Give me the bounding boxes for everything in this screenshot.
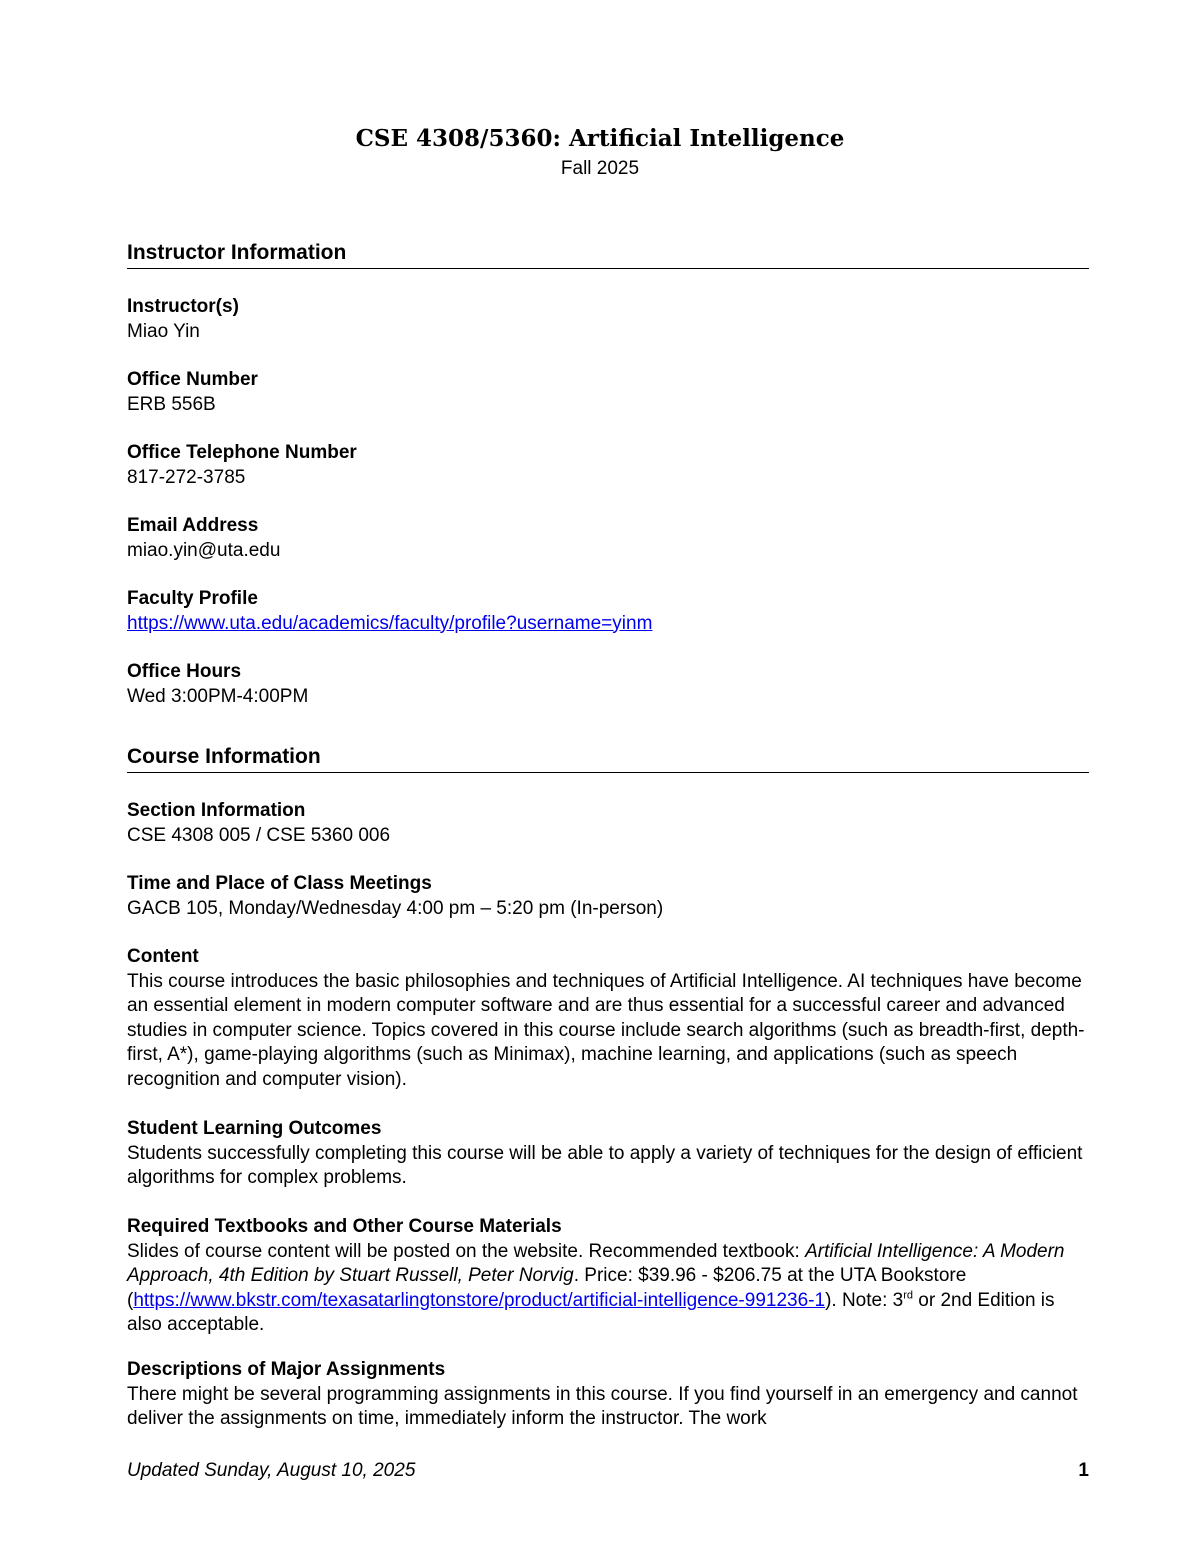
page-footer xyxy=(127,1459,1089,1483)
content-block xyxy=(127,945,1089,1092)
office-hours-label: Office Hours xyxy=(127,661,242,682)
major-assignments-text: There might be several programming assignments in this course. If you find yourself in an emergency and cannot deliver the assignments on time, immediately inform the instructor. The work xyxy=(127,1383,1078,1429)
class-meetings-block xyxy=(127,872,1089,921)
office-hours-block xyxy=(127,660,1089,709)
instructor-block xyxy=(127,295,1089,344)
office-phone-value: 817-272-3785 xyxy=(127,466,246,488)
course-term: Fall 2025 xyxy=(560,158,640,179)
updated-date: Updated Sunday, August 10, 2025 xyxy=(127,1460,416,1481)
textbooks-label: Required Textbooks and Other Course Materials xyxy=(127,1216,562,1237)
textbook-title: Artificial Intelligence: A Modern Approach, 4th Edition by Stuart Russell, Peter Norvig xyxy=(127,1240,1065,1286)
textbooks-block xyxy=(127,1215,1089,1338)
faculty-profile-label: Faculty Profile xyxy=(127,588,258,609)
major-assignments-label: Descriptions of Major Assignments xyxy=(127,1359,446,1380)
email-block xyxy=(127,514,1089,563)
office-number-label: Office Number xyxy=(127,369,258,390)
section-info-label: Section Information xyxy=(127,800,306,821)
textbooks-note: ). Note: 3 xyxy=(825,1289,904,1311)
office-number-value: ERB 556B xyxy=(127,393,216,415)
content-label: Content xyxy=(127,946,199,967)
email-value: miao.yin@uta.edu xyxy=(127,539,281,561)
page-number: 1 xyxy=(1078,1460,1089,1481)
email-label: Email Address xyxy=(127,515,259,536)
textbooks-price: . Price: $39.96 - $206.75 at the UTA Bookstore ( xyxy=(127,1265,967,1311)
instructor-name: Miao Yin xyxy=(127,320,200,342)
textbooks-superscript: rd xyxy=(903,1289,913,1302)
textbooks-intro: Slides of course content will be posted on the website. Recommended textbook: xyxy=(127,1240,806,1262)
office-phone-label: Office Telephone Number xyxy=(127,442,357,463)
textbooks-text xyxy=(127,1240,1089,1338)
content-text: This course introduces the basic philosophies and techniques of Artificial Intelligence. AI techniques have become an essential element in modern computer software and are thus essential for a successful career and advanced studies in computer science. Topics covered in this course include search algorithms (such as breadth-first, depth-first, A*), game-playing algorithms (such as Minimax), machine learning, and applications (such as speech recognition and computer vision). xyxy=(127,970,1085,1090)
course-info-heading: Course Information xyxy=(127,744,1089,773)
course-title: CSE 4308/5360: Artificial Intelligence xyxy=(355,125,845,152)
bookstore-link[interactable]: https://www.bkstr.com/texasatarlingtonstore/product/artificial-intelligence-991236-1 xyxy=(133,1289,826,1311)
textbooks-edition-note: or 2nd Edition is also acceptable. xyxy=(127,1289,1055,1335)
class-meetings-label: Time and Place of Class Meetings xyxy=(127,873,432,894)
instructor-info-heading: Instructor Information xyxy=(127,240,1089,269)
learning-outcomes-text: Students successfully completing this course will be able to apply a variety of techniques for the design of efficient algorithms for complex problems. xyxy=(127,1142,1083,1188)
instructor-label: Instructor(s) xyxy=(127,296,239,317)
office-hours-value: Wed 3:00PM-4:00PM xyxy=(127,685,309,707)
office-number-block xyxy=(127,368,1089,417)
learning-outcomes-label: Student Learning Outcomes xyxy=(127,1118,382,1139)
class-meetings-value: GACB 105, Monday/Wednesday 4:00 pm – 5:20 pm (In-person) xyxy=(127,897,664,919)
learning-outcomes-block xyxy=(127,1117,1089,1191)
major-assignments-block xyxy=(127,1358,1089,1432)
section-info-value: CSE 4308 005 / CSE 5360 006 xyxy=(127,824,391,846)
section-info-block xyxy=(127,799,1089,848)
faculty-profile-block xyxy=(127,587,1089,636)
office-phone-block xyxy=(127,441,1089,490)
faculty-profile-link[interactable]: https://www.uta.edu/academics/faculty/profile?username=yinm xyxy=(127,612,653,634)
